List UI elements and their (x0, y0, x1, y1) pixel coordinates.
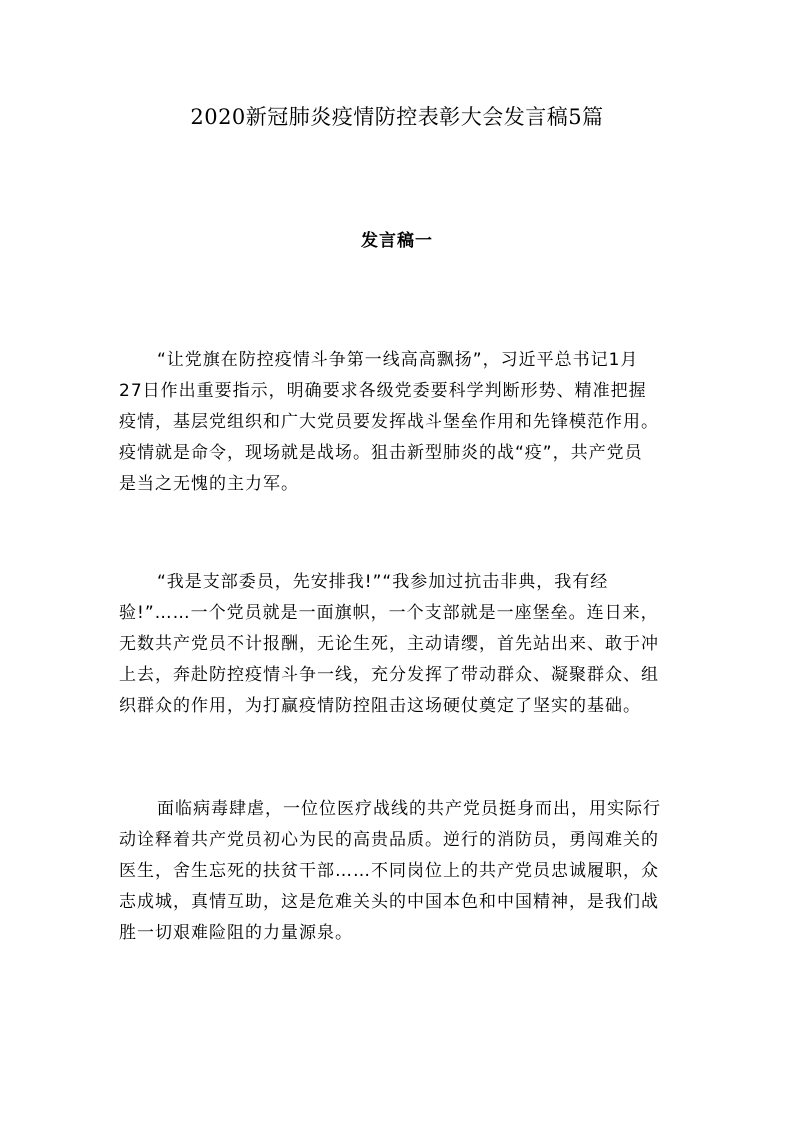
paragraph-line: 织群众的作用，为打赢疫情防控阻击这场硬仗奠定了坚实的基础。 (119, 696, 641, 716)
paragraph-2 (119, 567, 679, 722)
paragraph-line: 27日作出重要指示，明确要求各级党委要科学判断形势、精准把握 (119, 381, 647, 401)
paragraph-line: “让党旗在防控疫情斗争第一线高高飘扬”，习近平总书记1月 (157, 350, 639, 370)
paragraph-line: 面临病毒肆虐，一位位医疗战线的共产党员挺身而出，用实际行 (157, 799, 661, 819)
paragraph-line: 上去，奔赴防控疫情斗争一线，充分发挥了带动群众、凝聚群众、组 (119, 665, 659, 685)
paragraph-line: 验!”……一个党员就是一面旗帜，一个支部就是一座堡垒。连日来， (119, 603, 659, 623)
paragraph-line: 疫情，基层党组织和广大党员要发挥战斗堡垒作用和先锋模范作用。 (119, 412, 659, 432)
section-title: 发言稿一 (361, 231, 433, 251)
paragraph-line: 疫情就是命令，现场就是战场。狙击新型肺炎的战“疫”，共产党员 (119, 443, 643, 463)
paragraph-line: 无数共产党员不计报酬，无论生死，主动请缨，首先站出来、敢于冲 (119, 634, 659, 654)
paragraph-line: 医生，舍生忘死的扶贫干部……不同岗位上的共产党员忠诚履职，众 (119, 861, 659, 881)
paragraph-line: 志成城，真情互助，这是危难关头的中国本色和中国精神，是我们战 (119, 892, 659, 912)
paragraph-line: 动诠释着共产党员初心为民的高贵品质。逆行的消防员，勇闯难关的 (119, 830, 659, 850)
paragraph-line: “我是支部委员，先安排我!”“我参加过抗击非典，我有经 (157, 572, 609, 592)
paragraph-1 (119, 345, 679, 500)
paragraph-line: 是当之无愧的主力军。 (119, 474, 299, 494)
paragraph-3 (119, 794, 679, 949)
paragraph-line: 胜一切艰难险阻的力量源泉。 (119, 923, 353, 943)
document-title: 2020新冠肺炎疫情防控表彰大会发言稿5篇 (190, 105, 604, 129)
